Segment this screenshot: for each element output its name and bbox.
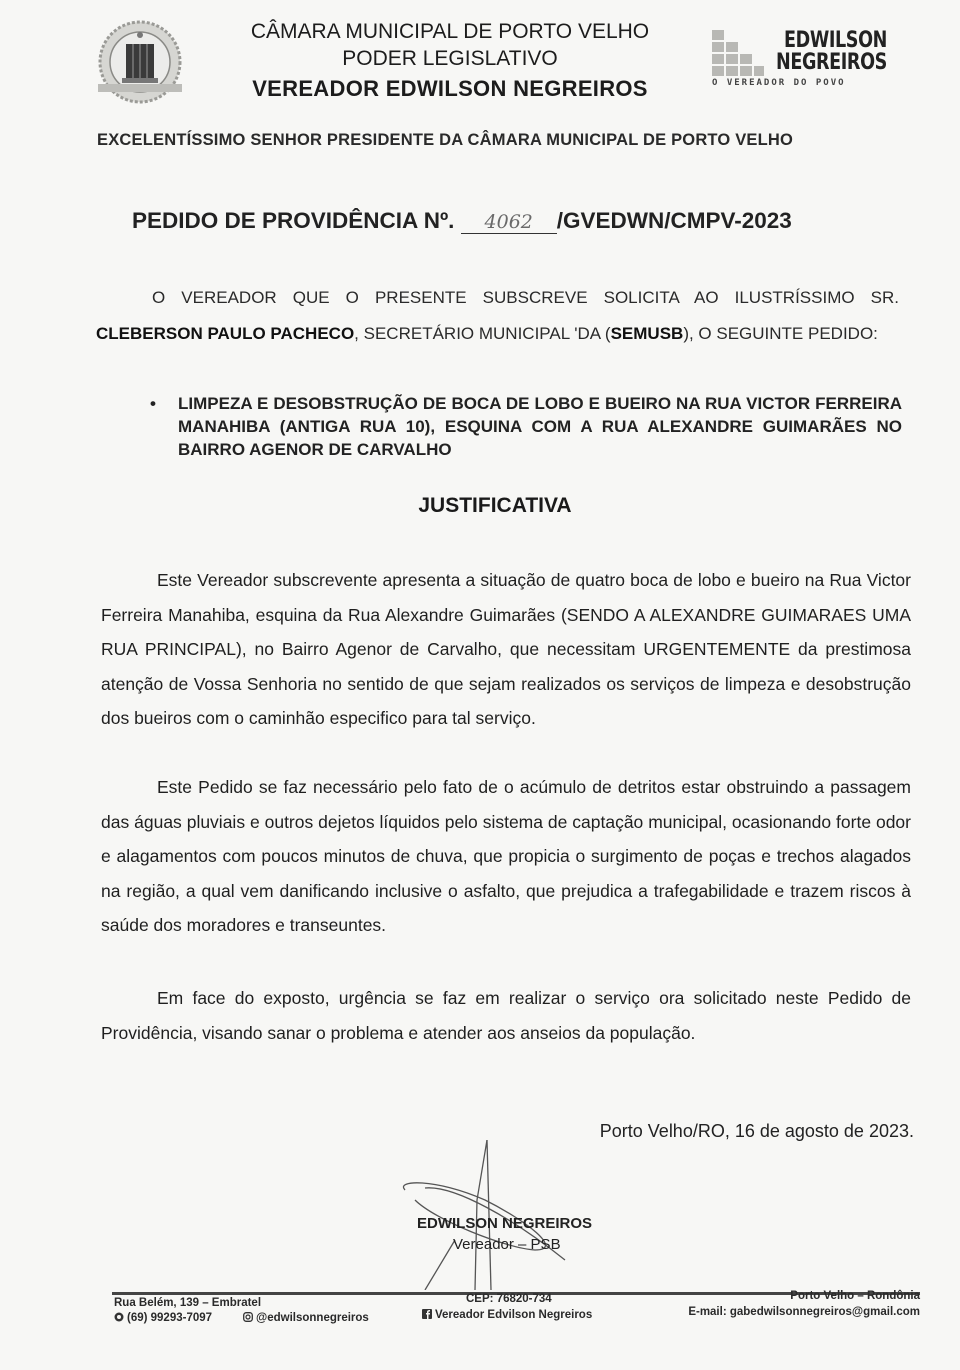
facebook-page[interactable]: Vereador Edvilson Negreiros [435,1309,593,1321]
request-suffix: /GVEDWN/CMPV-2023 [556,208,792,233]
intro-text-3: ), O SEGUINTE PEDIDO: [683,324,878,343]
councilor-logo [710,26,910,96]
footer-phone [114,1312,212,1324]
footer-email[interactable]: E-mail: gabedwilsonnegreiros@gmail.com [688,1306,920,1318]
date-line: Porto Velho/RO, 16 de agosto de 2023. [599,1121,914,1141]
phone-number: (69) 99293-7097 [127,1312,213,1324]
request-list-item [150,392,902,461]
header-chamber-name: CÂMARA MUNICIPAL DE PORTO VELHO [250,20,650,43]
header-power: PODER LEGISLATIVO [342,47,558,70]
whatsapp-icon [114,1312,124,1322]
request-item-text: LIMPEZA E DESOBSTRUÇÃO DE BOCA DE LOBO E BUEIRO NA RUA VICTOR FERREIRA MANAHIBA (ANTIGA RUA 10), ESQUINA COM A RUA ALEXANDRE GUIMARÃES NO BAIRRO AGENOR DE CARVALHO [178,394,902,459]
justification-paragraph-3 [101,981,911,1050]
logo-name-line1: EDWILSON [784,28,887,53]
organization-acronym: SEMUSB [610,324,684,343]
footer-city: Porto Velho – Rondônia [790,1290,920,1302]
justification-paragraph-2 [101,770,911,943]
justification-paragraph-1 [101,563,911,736]
footer-instagram[interactable] [243,1312,369,1324]
logo-name-line2: NEGREIROS [776,50,887,75]
request-number-handwritten: 4062 [461,211,557,234]
request-prefix: PEDIDO DE PROVIDÊNCIA Nº. [132,208,455,233]
addressee: EXCELENTÍSSIMO SENHOR PRESIDENTE DA CÂMARA MUNICIPAL DE PORTO VELHO [97,131,794,149]
intro-text-1: O VEREADOR QUE O PRESENTE SUBSCREVE SOLICITA AO ILUSTRÍSSIMO SR. [152,288,899,307]
signatory-name: EDWILSON NEGREIROS [417,1215,593,1232]
paragraph-1-text: Este Vereador subscrevente apresenta a situação de quatro boca de lobo e bueiro na Rua Victor Ferreira Manahiba, esquina da Rua Alexandre Guimarães (SENDO A ALEXANDRE GUIMARAES UMA RUA PRINCIPAL), no Bairro Agenor de Carvalho, que necessitam URGENTEMENTE da prestimosa atenção de Vossa Senhoria no sentido de que sejam realizados os serviços de limpeza e desobstrução dos bueiros com o caminhão especifico para tal serviço. [101,570,911,728]
footer-address: Rua Belém, 139 – Embratel [114,1297,262,1309]
intro-text-2: , SECRETÁRIO MUNICIPAL 'DA ( [354,324,611,343]
request-number-line [132,208,792,234]
footer-facebook[interactable] [422,1309,592,1321]
header-councilor: VEREADOR EDWILSON NEGREIROS [252,76,648,101]
paragraph-3-text: Em face do exposto, urgência se faz em realizar o serviço ora solicitado neste Pedido de Providência, visando sanar o problema e atender aos anseios da população. [101,988,911,1043]
paragraph-2-text: Este Pedido se faz necessário pelo fato de o acúmulo de detritos estar obstruindo a passagem das águas pluviais e outros dejetos líquidos pelo sistema de captação municipal, ocasionando forte odor e alagamentos com poucos minutos de chuva, que propicia o surgimento de poças e trechos alagados na região, a qual vem danificando inclusive o asfalto, que prejudica a trafegabilidade e trazem riscos à saúde dos moradores e transeuntes. [101,777,911,935]
intro-paragraph [96,280,899,352]
footer-cep: CEP: 76820-734 [466,1293,552,1305]
bullet-icon: • [150,394,156,413]
municipal-seal-logo [92,18,188,108]
signatory-role: Vereador – PSB [453,1236,561,1253]
instagram-handle[interactable]: @edwilsonnegreiros [256,1312,369,1324]
secretary-name: CLEBERSON PAULO PACHECO [96,324,355,343]
instagram-icon [243,1312,253,1322]
facebook-icon [422,1309,432,1319]
bars-logo-icon [710,28,766,76]
logo-tagline: O VEREADOR DO POVO [712,78,846,88]
justification-title: JUSTIFICATIVA [418,494,572,517]
